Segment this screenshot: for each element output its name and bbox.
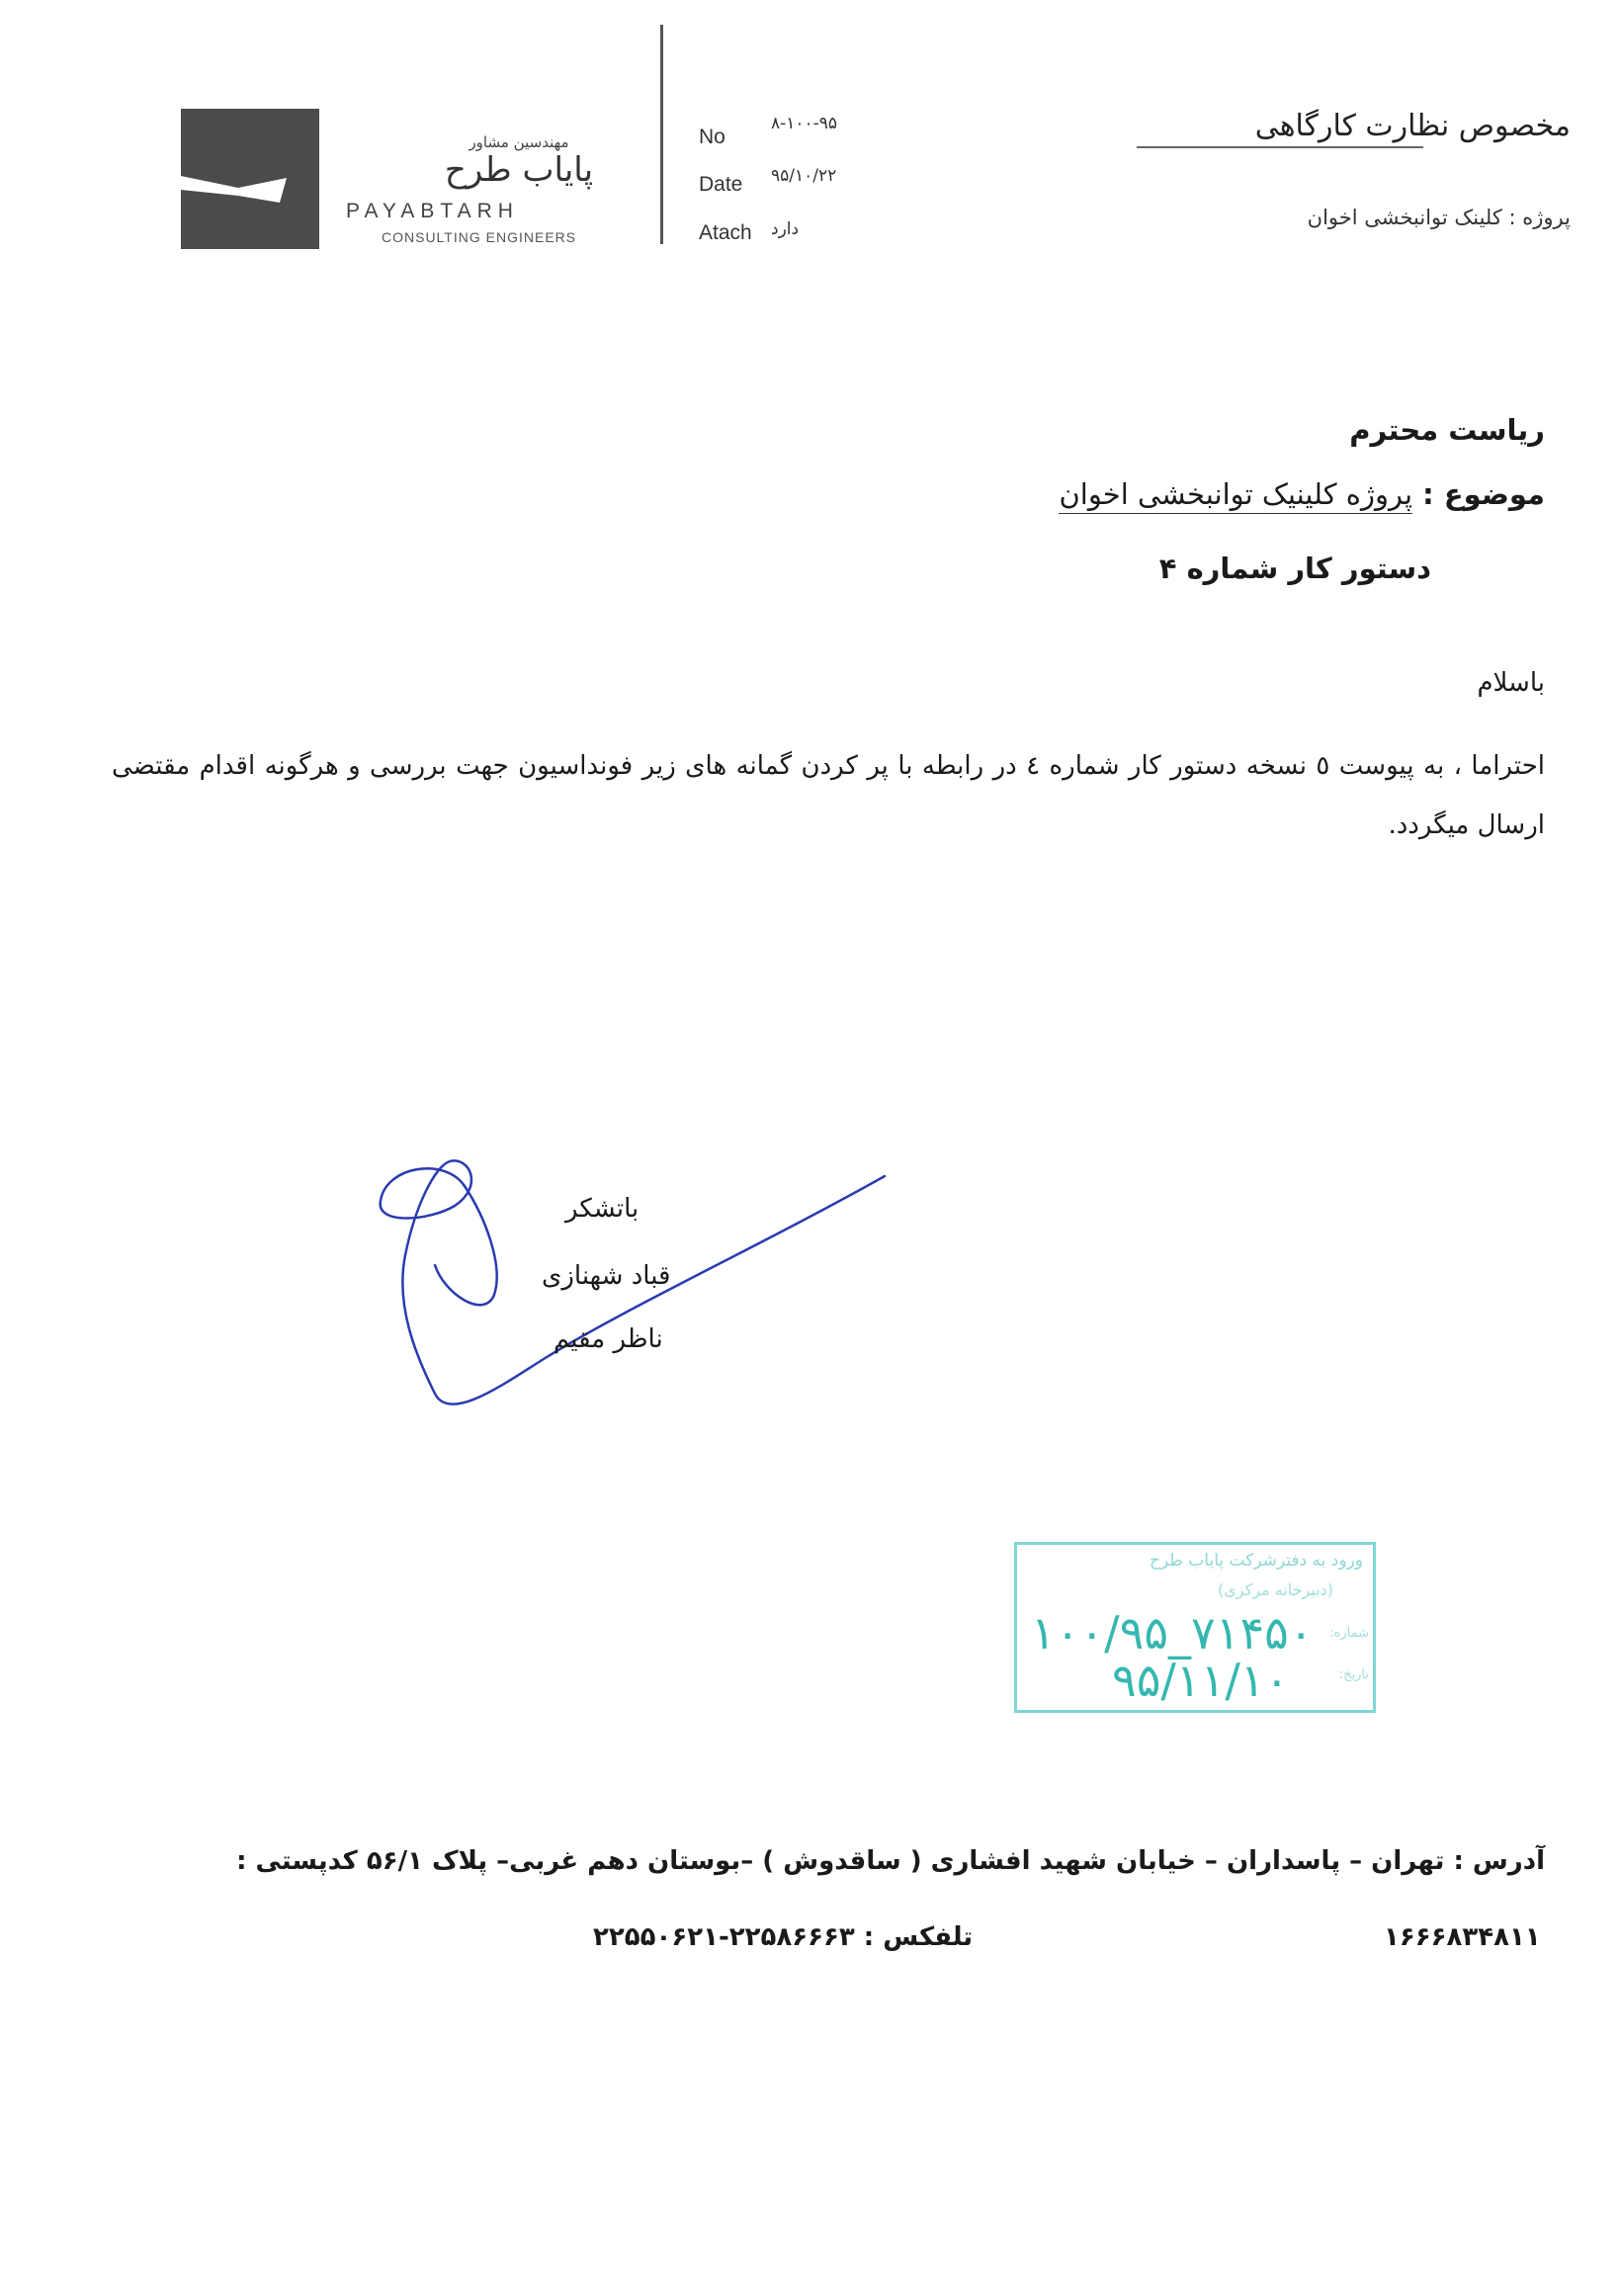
stamp-number: ۱۰۰/۹۵_۷۱۴۵۰: [1031, 1606, 1314, 1659]
subject-line: [1059, 477, 1545, 511]
greeting: باسلام: [1477, 668, 1545, 698]
body-paragraph: احتراما ، به پیوست ٥ نسخه دستور کار شماره ٤ در رابطه با پر کردن گمانه های زیر فونداسیون جهت بررسی و هرگونه اقدام مقتضی ارسال میگردد.: [112, 751, 1545, 840]
work-order-title: دستور کار شماره ۴: [1158, 552, 1431, 585]
logo-mark-icon: [181, 109, 319, 249]
subject-label: موضوع :: [1422, 477, 1545, 511]
logo-persian-name: پایاب طرح: [444, 150, 594, 190]
stamp-date-label: تاریخ:: [1338, 1667, 1369, 1682]
signature-thanks: باتشکر: [565, 1194, 639, 1224]
signatory-title: ناظر مقیم: [554, 1324, 663, 1354]
header-divider: [660, 25, 663, 244]
special-title: مخصوص نظارت کارگاهی: [1254, 109, 1571, 143]
date-label: Date: [699, 173, 743, 196]
special-title-underline: [1137, 146, 1423, 148]
stamp-header: ورود به دفترشرکت پایاب طرح: [1150, 1551, 1363, 1571]
stamp-date: ۹۵/۱۱/۱۰: [1112, 1654, 1290, 1707]
postal-code: ۱۶۶۶۸۳۴۸۱۱: [1384, 1922, 1541, 1952]
logo-english-subtitle: CONSULTING ENGINEERS: [382, 229, 577, 245]
logo-persian-subtitle: مهندسین مشاور: [469, 133, 569, 151]
subject-value: پروژه کلینیک توانبخشی اخوان: [1059, 477, 1412, 514]
date-value: ۹۵/۱۰/۲۲: [771, 166, 837, 186]
attachment-value: دارد: [771, 219, 800, 239]
attachment-label: Atach: [699, 221, 752, 244]
number-value: ۸-۱۰۰-۹۵: [771, 114, 838, 133]
logo-english-name: PAYABTARH: [346, 200, 519, 222]
telfax: تلفکس : ۲۲۵۸۶۶۶۳-۲۲۵۵۰۶۲۱: [593, 1922, 974, 1952]
number-label: No: [699, 126, 725, 148]
company-logo: [181, 109, 319, 249]
address: آدرس : تهران – پاسداران – خیابان شهید افشاری ( ساقدوش ) –بوستان دهم غربی– پلاک ۵۶/۱ کدپستی :: [236, 1846, 1545, 1876]
stamp-number-label: شماره:: [1329, 1626, 1369, 1641]
signatory-name: قباد شهنازی: [542, 1261, 671, 1291]
project-line: پروژه : کلینک توانبخشی اخوان: [1307, 206, 1571, 229]
recipient: ریاست محترم: [1349, 413, 1545, 447]
stamp-subtitle: (دبیرخانه مرکزی): [1218, 1580, 1333, 1599]
receipt-stamp: [1014, 1542, 1376, 1713]
